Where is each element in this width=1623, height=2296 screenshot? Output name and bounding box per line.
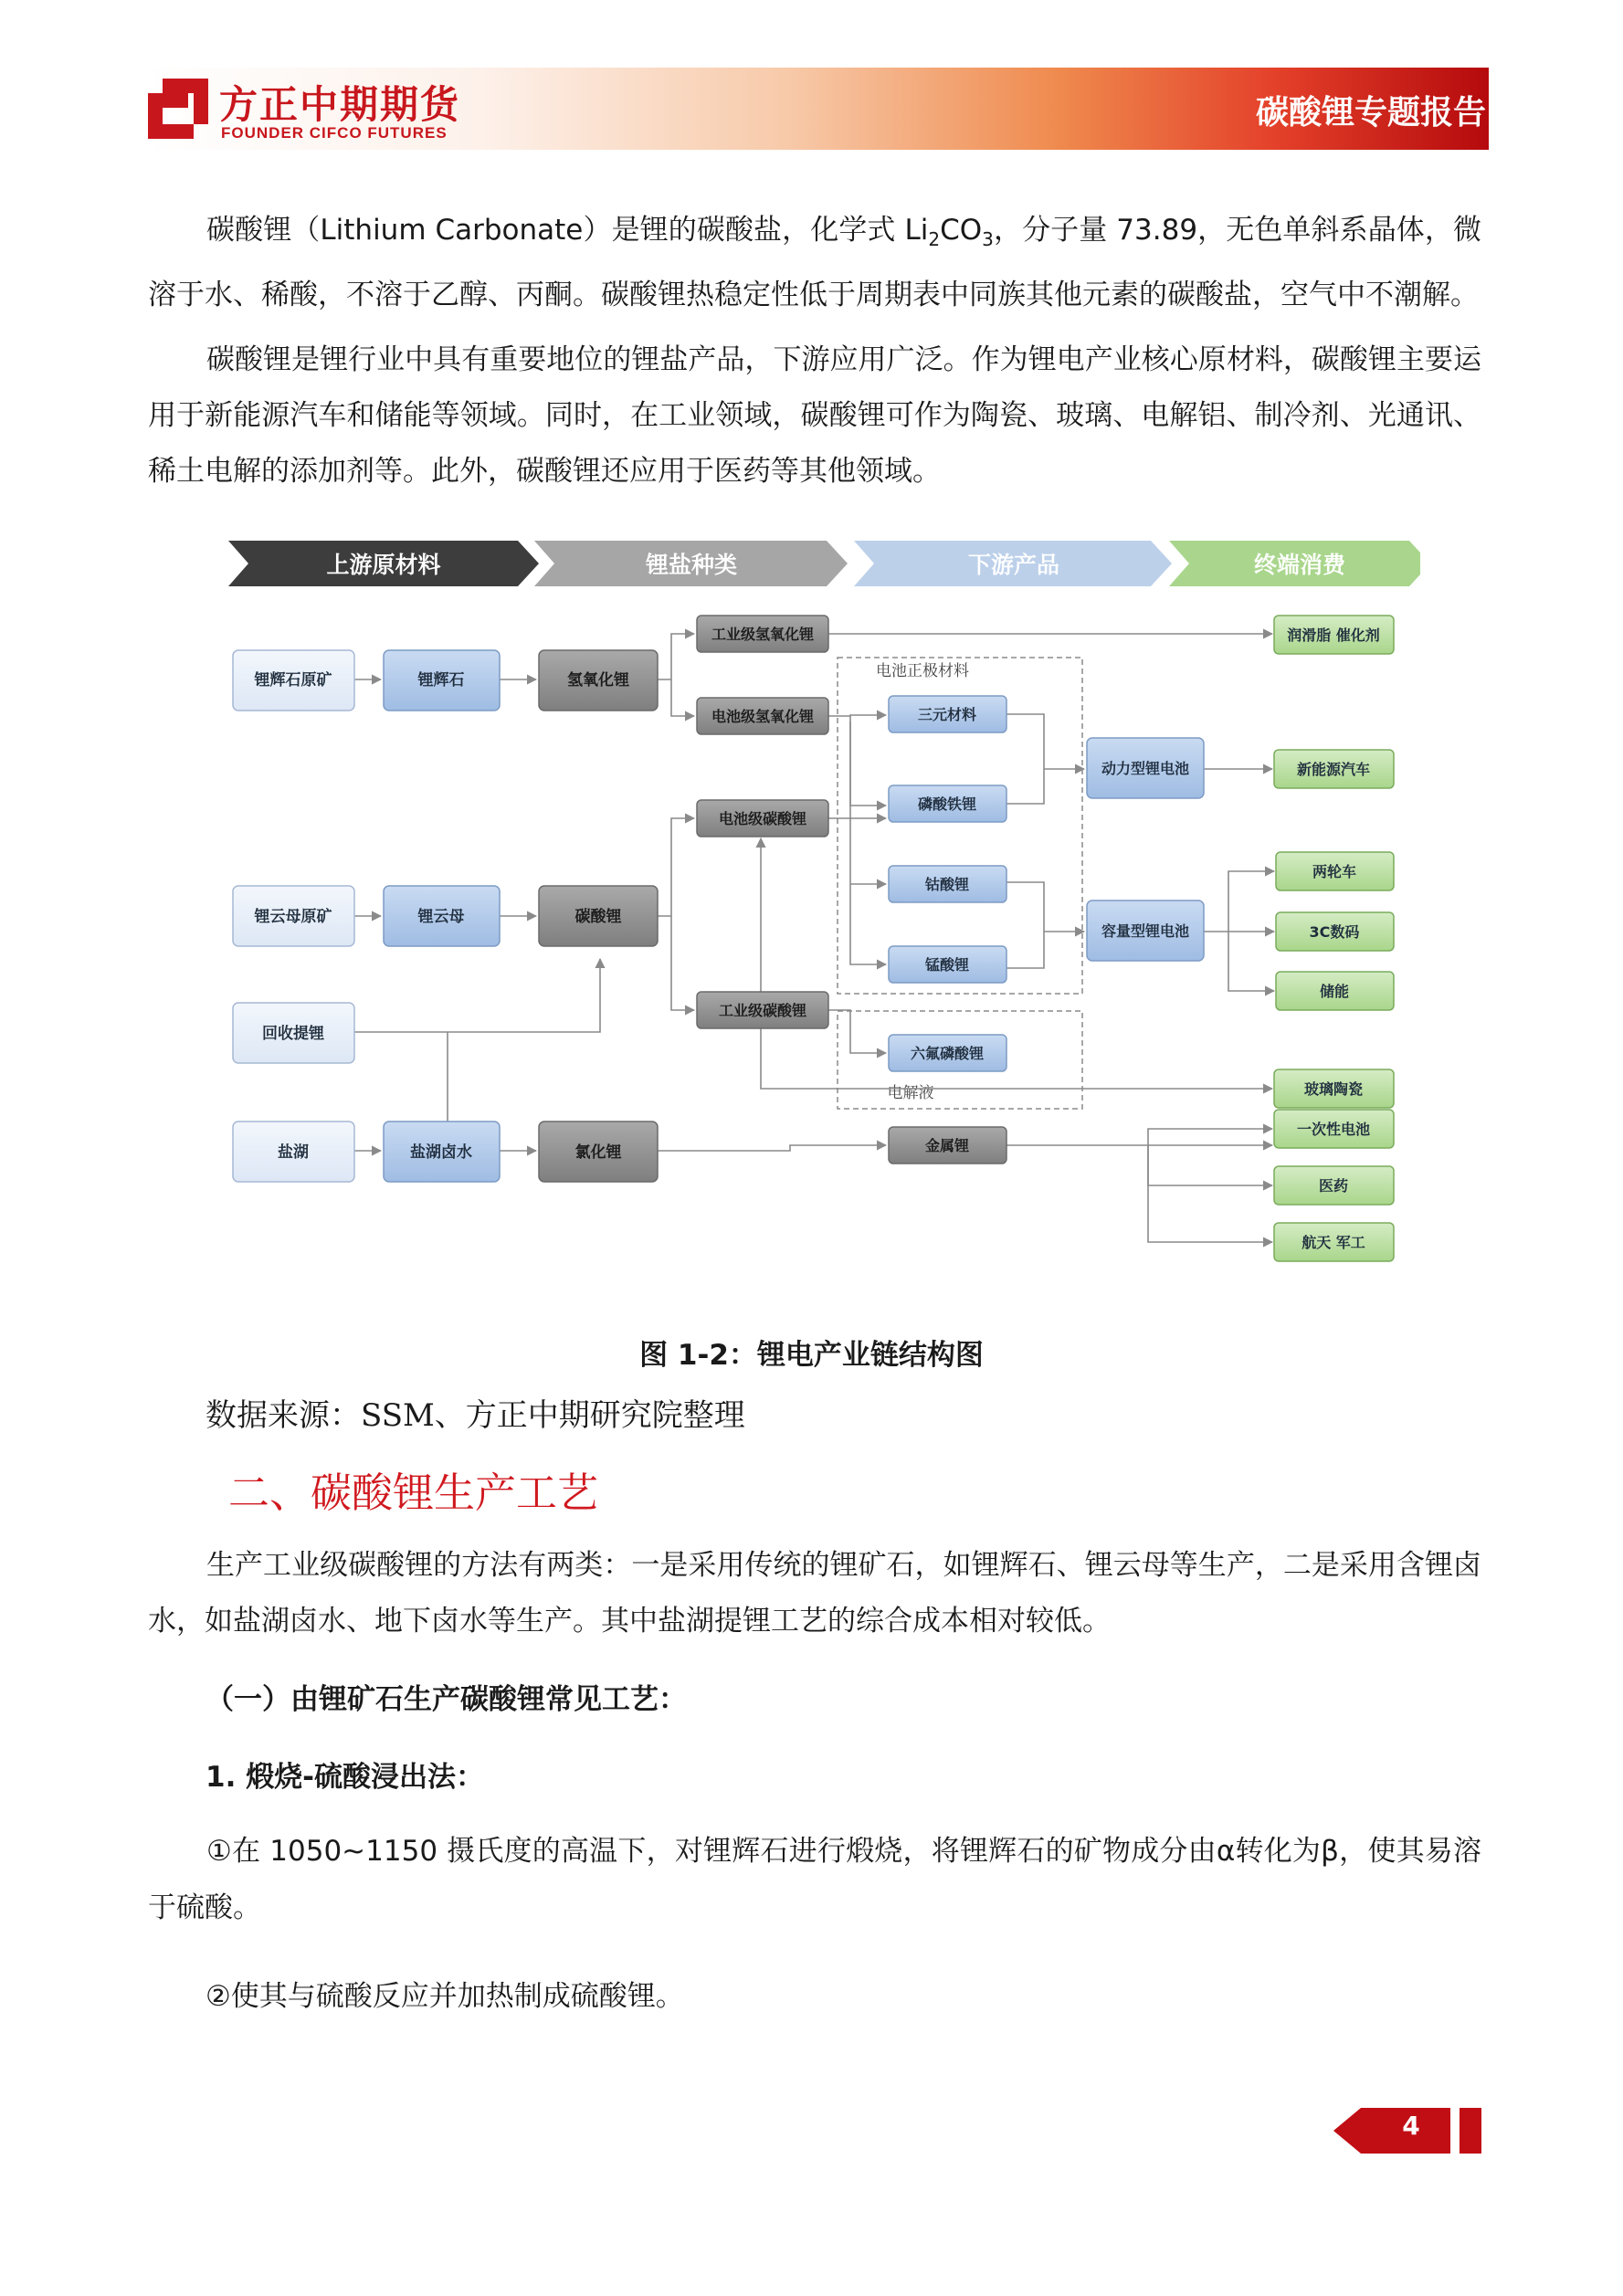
node-label: 氯化锂 xyxy=(574,1143,622,1162)
node-medicine xyxy=(1274,1166,1394,1205)
node-label: 储能 xyxy=(1319,983,1350,1000)
paragraph-production-methods: 生产工业级碳酸锂的方法有两类：一是采用传统的锂矿石，如锂辉石、锂云母等生产，二是采用含锂卤水，如盐湖卤水、地下卤水等生产。其中盐湖提锂工艺的综合成本相对较低。 xyxy=(148,1549,1481,1638)
company-name-cn: 方正中期期货 xyxy=(219,82,461,127)
node-label: 锰酸锂 xyxy=(924,956,970,974)
report-title: 碳酸锂专题报告 xyxy=(1255,94,1486,132)
node-lmo xyxy=(889,946,1006,983)
figure-caption: 图 1-2：锂电产业链结构图 xyxy=(639,1339,984,1372)
node-label: 回收提锂 xyxy=(262,1025,324,1043)
subscript: 3 xyxy=(982,228,994,251)
node-chloride xyxy=(539,1122,658,1182)
node-industrial-hydroxide xyxy=(697,616,828,652)
stage-label: 下游产品 xyxy=(967,552,1060,578)
stage-chevrons xyxy=(228,541,1420,586)
node-recycled xyxy=(233,1003,354,1063)
node-label: 医药 xyxy=(1318,1177,1349,1195)
node-industrial-carbonate xyxy=(697,992,828,1028)
node-label: 电池级碳酸锂 xyxy=(718,810,807,827)
node-label: 盐湖 xyxy=(278,1143,309,1162)
node-ternary xyxy=(889,696,1006,732)
node-lubricant xyxy=(1274,616,1394,654)
node-battery-hydroxide xyxy=(697,698,828,734)
subsection-title: 1. 煅烧-硫酸浸出法： xyxy=(206,1761,485,1794)
node-label: 一次性电池 xyxy=(1296,1121,1371,1138)
node-label: 锂辉石原矿 xyxy=(254,671,332,690)
node-label: 工业级碳酸锂 xyxy=(718,1002,807,1019)
node-primary-battery xyxy=(1274,1110,1394,1148)
node-label: 锂云母 xyxy=(417,908,465,926)
company-name-en: FOUNDER CIFCO FUTURES xyxy=(221,124,448,142)
node-digital-3c xyxy=(1276,912,1394,951)
subsection-title: （一）由锂矿石生产碳酸锂常见工艺： xyxy=(206,1683,687,1716)
node-metal xyxy=(889,1127,1006,1164)
node-label: 3C数码 xyxy=(1309,923,1360,941)
node-label: 航天 军工 xyxy=(1302,1234,1365,1251)
node-label: 电池级氢氧化锂 xyxy=(711,708,815,725)
node-battery-carbonate xyxy=(697,800,828,837)
node-label: 两轮车 xyxy=(1312,863,1357,880)
node-carbonate xyxy=(539,886,658,946)
node-lepidolite xyxy=(384,886,500,946)
node-capacity-battery xyxy=(1087,900,1204,961)
node-label: 钴酸锂 xyxy=(924,876,970,893)
node-salt-lake xyxy=(233,1122,354,1182)
figure-source: 数据来源：SSM、方正中期研究院整理 xyxy=(206,1397,745,1434)
group-label: 电解液 xyxy=(887,1084,934,1102)
node-lipf6 xyxy=(889,1035,1006,1071)
node-two-wheeler xyxy=(1276,852,1394,890)
node-lco xyxy=(889,866,1006,902)
node-aerospace xyxy=(1274,1223,1394,1261)
node-label: 磷酸铁锂 xyxy=(917,795,977,813)
page-number-bar xyxy=(1460,2108,1481,2154)
node-brine xyxy=(384,1122,500,1182)
node-label: 氢氧化锂 xyxy=(567,671,629,690)
group-label: 电池正极材料 xyxy=(876,662,969,680)
node-label: 动力型锂电池 xyxy=(1101,760,1190,777)
stage-label: 终端消费 xyxy=(1253,552,1346,578)
node-label: 金属锂 xyxy=(924,1137,970,1154)
paragraph-text: ，分子量 73.89，无色单斜系晶体，微溶于水、稀酸，不溶于乙醇、丙酮。碳酸锂热稳定性低于周期表中同族其他元素的碳酸盐，空气中不潮解。 xyxy=(148,214,1481,312)
industry-chain-diagram xyxy=(224,530,1420,1279)
node-glass-ceramic xyxy=(1274,1069,1394,1108)
company-logo-icon xyxy=(146,77,210,141)
node-label: 六氟磷酸锂 xyxy=(910,1045,985,1062)
node-hydroxide xyxy=(539,650,658,711)
node-nev xyxy=(1274,750,1394,788)
paragraph-intro xyxy=(148,203,1481,323)
subscript: 2 xyxy=(928,228,941,251)
stage-label: 上游原材料 xyxy=(326,552,441,578)
page-number: 4 xyxy=(1402,2111,1420,2141)
node-label: 三元材料 xyxy=(917,706,977,723)
node-label: 玻璃陶瓷 xyxy=(1303,1080,1364,1098)
node-label: 新能源汽车 xyxy=(1296,761,1371,778)
stage-label: 锂盐种类 xyxy=(645,552,738,578)
node-label: 盐湖卤水 xyxy=(410,1143,472,1162)
node-power-battery xyxy=(1087,738,1204,798)
paragraph-applications: 碳酸锂是锂行业中具有重要地位的锂盐产品，下游应用广泛。作为锂电产业核心原材料，碳酸锂主要运用于新能源汽车和储能等领域。同时，在工业领域，碳酸锂可作为陶瓷、玻璃、电解铝、制冷剂、光通讯、稀土电解的添加剂等。此外，碳酸锂还应用于医药等其他领域。 xyxy=(148,343,1481,488)
node-label: 润滑脂 催化剂 xyxy=(1287,627,1380,644)
node-label: 锂云母原矿 xyxy=(254,908,332,926)
node-label: 锂辉石 xyxy=(417,671,465,690)
node-label: 碳酸锂 xyxy=(574,908,622,926)
section-title: 二、碳酸锂生产工艺 xyxy=(228,1469,599,1517)
node-label: 工业级氢氧化锂 xyxy=(711,626,815,643)
paragraph-text: 碳酸锂（Lithium Carbonate）是锂的碳酸盐，化学式 Li xyxy=(206,214,929,247)
page-number-tab xyxy=(1333,2108,1450,2154)
node-storage xyxy=(1276,972,1394,1010)
node-label: 容量型锂电池 xyxy=(1101,922,1190,940)
node-spodumene-ore xyxy=(233,650,354,711)
node-spodumene xyxy=(384,650,500,711)
paragraph-step-2: ②使其与硫酸反应并加热制成硫酸锂。 xyxy=(206,1980,684,2013)
node-lfp xyxy=(889,785,1006,822)
paragraph-text: CO xyxy=(940,214,983,247)
paragraph-step-1: ①在 1050~1150 摄氏度的高温下，对锂辉石进行煅烧，将锂辉石的矿物成分由α转化为β，使其易溶于硫酸。 xyxy=(148,1835,1481,1924)
node-lepidolite-ore xyxy=(233,886,354,946)
